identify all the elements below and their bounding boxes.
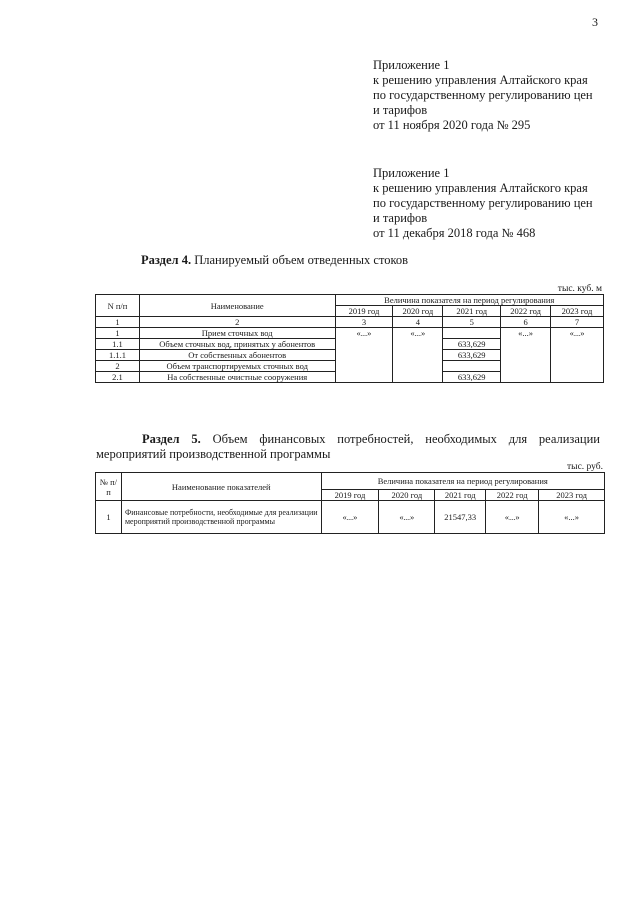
appendix-line: по государственному регулированию цен: [373, 88, 593, 102]
col-header-num: № п/п: [96, 473, 122, 501]
col-header-num: N п/п: [96, 295, 140, 317]
col-header-year: 2020 год: [379, 490, 435, 501]
col-header-group: Величина показателя на период регулирования: [335, 295, 604, 306]
section-5-label: Раздел 5.: [142, 432, 201, 446]
appendix-line: по государственному регулированию цен: [373, 196, 593, 210]
table-cell: «...»: [551, 328, 604, 383]
table-cell: 21547,33: [435, 501, 486, 534]
table-cell: 1: [96, 328, 140, 339]
col-header-year: 2021 год: [435, 490, 486, 501]
table-cell: 1.1: [96, 339, 140, 350]
appendix-previous: [373, 166, 623, 241]
col-header-year: 2022 год: [486, 490, 539, 501]
table-cell: 2.1: [96, 372, 140, 383]
appendix-line: Приложение 1: [373, 58, 450, 72]
appendix-line: Приложение 1: [373, 166, 450, 180]
appendix-line: и тарифов: [373, 103, 428, 117]
table-cell: 2: [139, 317, 335, 328]
table-cell: 1: [96, 317, 140, 328]
col-header-group: Величина показателя на период регулирования: [321, 473, 604, 490]
table-header-row: [96, 295, 604, 306]
appendix-line: от 11 декабря 2018 года № 468: [373, 226, 536, 240]
col-header-year: 2019 год: [321, 490, 379, 501]
section-4-table: [95, 294, 604, 383]
section-5-unit: тыс. руб.: [567, 462, 603, 472]
table-cell: «...»: [335, 328, 393, 383]
section-5-title: [96, 432, 600, 462]
table-cell: На собственные очистные сооружения: [139, 372, 335, 383]
col-header-year: 2019 год: [335, 306, 393, 317]
table-cell: 5: [443, 317, 501, 328]
appendix-line: к решению управления Алтайского края: [373, 73, 588, 87]
table-cell: «...»: [501, 328, 551, 383]
appendix-line: и тарифов: [373, 211, 428, 225]
table-cell: «...»: [321, 501, 379, 534]
table-header-row: [96, 473, 605, 490]
section-4-title: [141, 253, 408, 268]
section-4-unit: тыс. куб. м: [557, 284, 602, 294]
appendix-line: к решению управления Алтайского края: [373, 181, 588, 195]
table-cell: 633,629: [443, 339, 501, 350]
table-cell: Объем сточных вод, принятых у абонентов: [139, 339, 335, 350]
col-header-name: Наименование: [139, 295, 335, 317]
table-cell: 3: [335, 317, 393, 328]
table-cell: [443, 361, 501, 372]
col-header-year: 2020 год: [393, 306, 443, 317]
table-cell: «...»: [379, 501, 435, 534]
section-4-heading: Планируемый объем отведенных стоков: [191, 253, 409, 267]
appendix-current: [373, 58, 623, 133]
table-cell: 6: [501, 317, 551, 328]
table-cell: [443, 328, 501, 339]
table-cell: 2: [96, 361, 140, 372]
table-cell: «...»: [393, 328, 443, 383]
table-cell: «...»: [539, 501, 605, 534]
table-cell: 633,629: [443, 372, 501, 383]
table-cell: 1: [96, 501, 122, 534]
table-cell: Объем транспортируемых сточных вод: [139, 361, 335, 372]
page-number: 3: [592, 15, 598, 29]
col-header-name: Наименование показателей: [121, 473, 321, 501]
col-header-year: 2023 год: [551, 306, 604, 317]
table-cell: 7: [551, 317, 604, 328]
table-row: [96, 501, 605, 534]
table-cell: «...»: [486, 501, 539, 534]
section-5-table: [95, 472, 605, 534]
table-cell: От собственных абонентов: [139, 350, 335, 361]
section-4-label: Раздел 4.: [141, 253, 192, 267]
col-header-year: 2022 год: [501, 306, 551, 317]
table-index-row: [96, 317, 604, 328]
section-5-heading: Объем финансовых потребностей, необходимых для реализации мероприятий производственной программы: [96, 432, 600, 461]
col-header-year: 2023 год: [539, 490, 605, 501]
table-cell: 633,629: [443, 350, 501, 361]
col-header-year: 2021 год: [443, 306, 501, 317]
table-row: [96, 328, 604, 339]
appendix-line: от 11 ноября 2020 года № 295: [373, 118, 531, 132]
table-cell: 1.1.1: [96, 350, 140, 361]
table-cell: Финансовые потребности, необходимые для реализации мероприятий производственной программы: [121, 501, 321, 534]
table-cell: 4: [393, 317, 443, 328]
table-cell: Прием сточных вод: [139, 328, 335, 339]
